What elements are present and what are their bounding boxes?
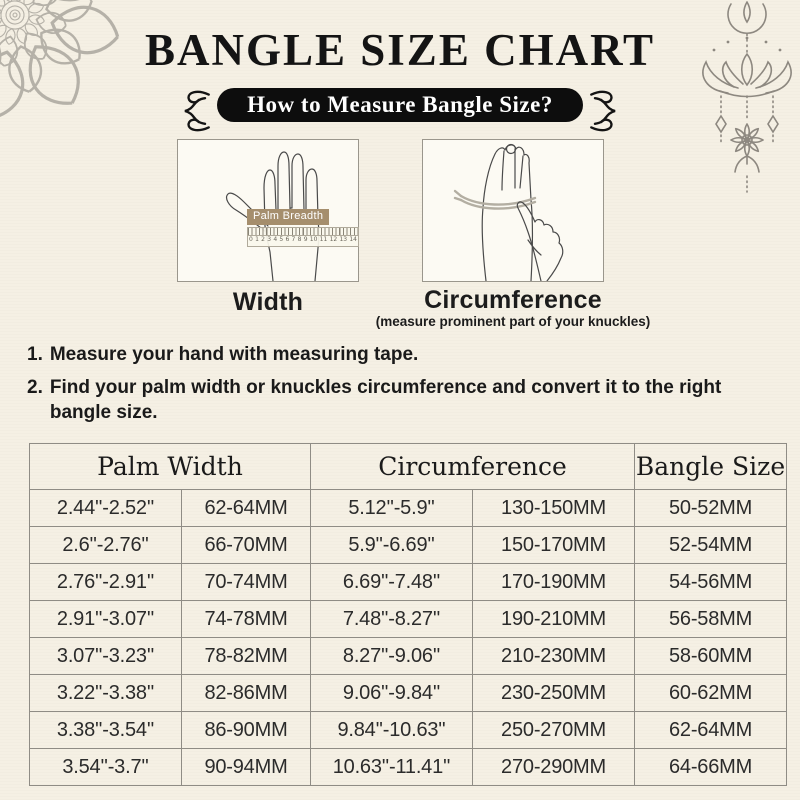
- table-cell: 62-64MM: [182, 490, 311, 527]
- table-cell: 3.22''-3.38'': [30, 675, 182, 712]
- table-cell: 230-250MM: [473, 675, 635, 712]
- ruler-number: 13: [339, 236, 348, 243]
- table-cell: 2.76''-2.91'': [30, 564, 182, 601]
- ruler-number: 3: [267, 236, 272, 243]
- ruler-number: 4: [273, 236, 278, 243]
- table-cell: 62-64MM: [635, 712, 787, 749]
- table-cell: 78-82MM: [182, 638, 311, 675]
- table-cell: 52-54MM: [635, 527, 787, 564]
- instruction-text: Measure your hand with measuring tape.: [49, 344, 419, 365]
- circumference-illustration-box: [422, 139, 604, 282]
- ruler-number: 12: [329, 236, 338, 243]
- table-cell: 8.27''-9.06'': [311, 638, 473, 675]
- table-row: [30, 749, 787, 786]
- instruction-step-1: [27, 342, 777, 368]
- table-cell: 7.48''-8.27'': [311, 601, 473, 638]
- table-cell: 86-90MM: [182, 712, 311, 749]
- table-row: [30, 675, 787, 712]
- ruler-number: 8: [297, 236, 302, 243]
- table-cell: 90-94MM: [182, 749, 311, 786]
- table-row: [30, 712, 787, 749]
- table-cell: 2.44''-2.52'': [30, 490, 182, 527]
- size-table: [29, 443, 787, 786]
- table-cell: 9.06''-9.84'': [311, 675, 473, 712]
- table-row: [30, 564, 787, 601]
- table-row: [30, 601, 787, 638]
- ruler-number: 9: [303, 236, 308, 243]
- table-cell: 10.63''-11.41'': [311, 749, 473, 786]
- section-badge: [217, 88, 583, 122]
- table-cell: 210-230MM: [473, 638, 635, 675]
- header-circumference: Circumference: [311, 444, 635, 490]
- table-cell: 60-62MM: [635, 675, 787, 712]
- table-cell: 130-150MM: [473, 490, 635, 527]
- table-row: [30, 490, 787, 527]
- table-cell: 9.84''-10.63'': [311, 712, 473, 749]
- table-cell: 56-58MM: [635, 601, 787, 638]
- ruler-number: 11: [319, 236, 328, 243]
- ruler-number: 0: [249, 236, 253, 243]
- instructions: [27, 342, 777, 433]
- ruler-number: 5: [279, 236, 284, 243]
- table-cell: 250-270MM: [473, 712, 635, 749]
- table-cell: 5.12''-5.9'': [311, 490, 473, 527]
- table-cell: 5.9''-6.69'': [311, 527, 473, 564]
- table-cell: 64-66MM: [635, 749, 787, 786]
- ruler-number: 10: [309, 236, 318, 243]
- table-cell: 190-210MM: [473, 601, 635, 638]
- ruler-number: 7: [291, 236, 296, 243]
- header-palm-width: Palm Width: [30, 444, 311, 490]
- table-cell: 3.07''-3.23'': [30, 638, 182, 675]
- flourish-right-icon: [586, 90, 624, 132]
- table-cell: 2.91''-3.07'': [30, 601, 182, 638]
- table-cell: 58-60MM: [635, 638, 787, 675]
- flourish-left-icon: [176, 90, 214, 132]
- table-cell: 70-74MM: [182, 564, 311, 601]
- table-cell: 2.6''-2.76'': [30, 527, 182, 564]
- instruction-text: Find your palm width or knuckles circumference and convert it to the right bangle size.: [49, 376, 722, 424]
- table-row: [30, 527, 787, 564]
- instruction-number: 2.: [27, 376, 43, 398]
- width-illustration-box: [177, 139, 359, 282]
- page-title: BANGLE SIZE CHART: [144, 25, 656, 75]
- circumference-note: (measure prominent part of your knuckles): [375, 314, 651, 329]
- table-cell: 74-78MM: [182, 601, 311, 638]
- table-cell: 54-56MM: [635, 564, 787, 601]
- width-caption: Width: [232, 288, 304, 316]
- section-badge-label: How to Measure Bangle Size?: [247, 92, 553, 117]
- ruler-icon: [247, 227, 359, 247]
- ruler-number: 1: [255, 236, 259, 243]
- table-header-row: [30, 444, 787, 490]
- table-cell: 6.69''-7.48'': [311, 564, 473, 601]
- table-cell: 270-290MM: [473, 749, 635, 786]
- table-cell: 3.54''-3.7'': [30, 749, 182, 786]
- circumference-caption: Circumference: [424, 286, 602, 314]
- header-bangle-size: Bangle Size: [635, 444, 787, 490]
- instruction-number: 1.: [27, 344, 43, 365]
- table-cell: 50-52MM: [635, 490, 787, 527]
- table-cell: 3.38''-3.54'': [30, 712, 182, 749]
- table-row: [30, 638, 787, 675]
- size-table-body: [30, 490, 787, 786]
- ruler-number: 14: [349, 236, 357, 243]
- hands-circumference-illustration: [423, 140, 603, 281]
- table-cell: 170-190MM: [473, 564, 635, 601]
- ruler-numbers: [248, 236, 358, 243]
- palm-breadth-label: Palm Breadth: [247, 209, 329, 225]
- table-cell: 66-70MM: [182, 527, 311, 564]
- table-cell: 82-86MM: [182, 675, 311, 712]
- ruler-number: 6: [285, 236, 290, 243]
- table-cell: 150-170MM: [473, 527, 635, 564]
- ruler-ticks: [248, 228, 358, 236]
- ruler-number: 2: [261, 236, 265, 243]
- instruction-step-2: [27, 375, 777, 426]
